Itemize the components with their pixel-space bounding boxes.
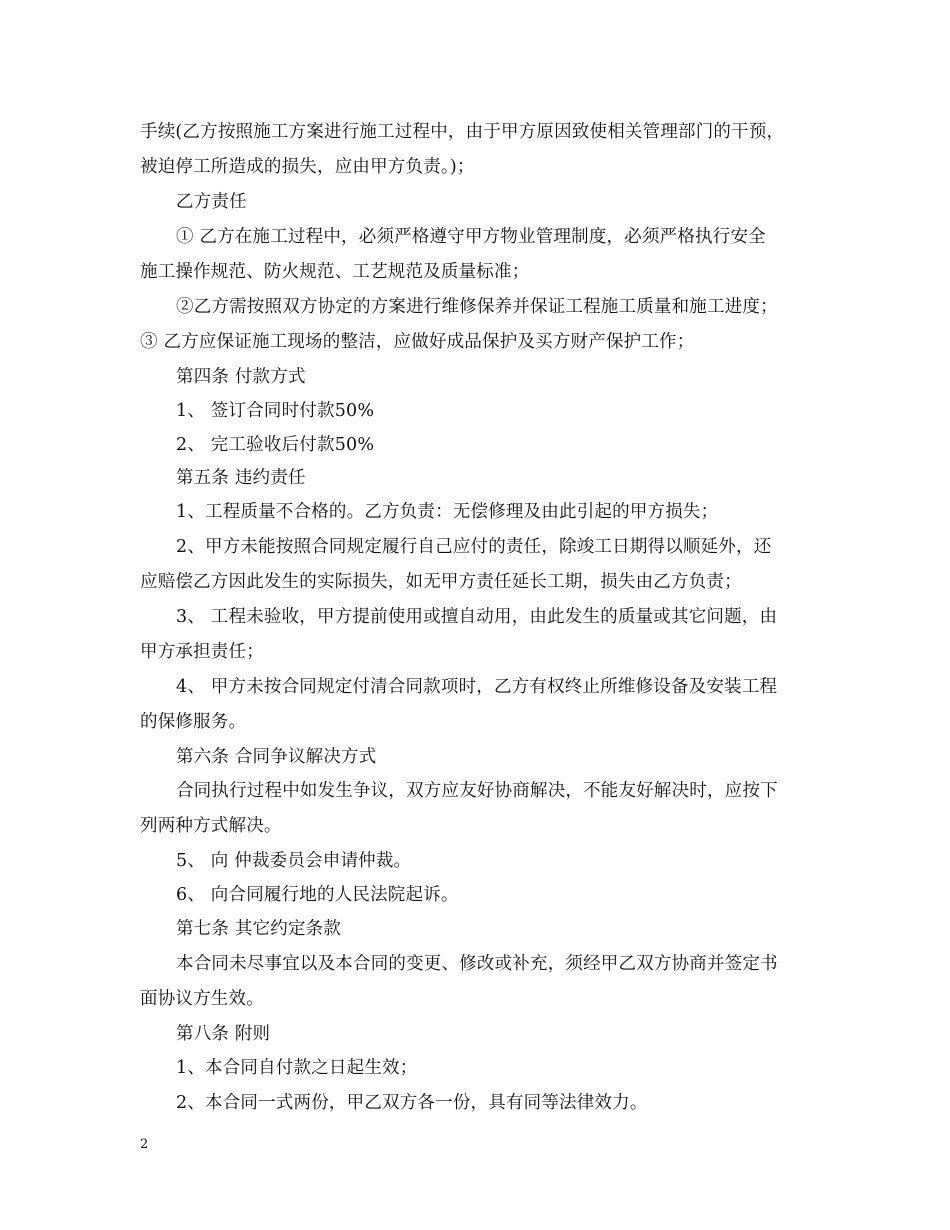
- text-line: 施工操作规范、防火规范、工艺规范及质量标准；: [140, 262, 530, 282]
- text-line: ③ 乙方应保证施工现场的整洁，应做好成品保护及买方财产保护工作；: [140, 332, 695, 352]
- text-line: 的保修服务。: [140, 712, 247, 732]
- text-line: 手续(乙方按照施工方案进行施工过程中，由于甲方原因致使相关管理部门的干预，: [140, 122, 785, 142]
- text-line: ②乙方需按照双方协定的方案进行维修保养并保证工程施工质量和施工进度；: [176, 297, 778, 317]
- section-heading: 第五条 违约责任: [176, 468, 306, 488]
- section-heading: 第六条 合同争议解决方式: [176, 747, 377, 767]
- text-line: 面协议方生效。: [140, 989, 264, 1009]
- list-item: 1、本合同自付款之日起生效；: [176, 1058, 418, 1078]
- list-item: 2、本合同一式两份，甲乙双方各一份，具有同等法律效力。: [176, 1093, 648, 1113]
- section-heading: 第七条 其它约定条款: [176, 919, 342, 939]
- list-item: 1、 签订合同时付款50%: [176, 401, 375, 421]
- list-item: 6、 向合同履行地的人民法院起诉。: [176, 885, 459, 905]
- text-line: 合同执行过程中如发生争议，双方应友好协商解决，不能友好解决时，应按下: [176, 781, 778, 801]
- text-line: 甲方承担责任；: [140, 642, 264, 662]
- list-item: 4、 甲方未按合同规定付清合同款项时，乙方有权终止所维修设备及安装工程: [176, 677, 778, 697]
- list-item: 2、甲方未能按照合同规定履行自己应付的责任，除竣工日期得以顺延外，还: [176, 537, 772, 557]
- page-number: 2: [140, 1137, 149, 1152]
- list-item: 3、 工程未验收，甲方提前使用或擅自动用，由此发生的质量或其它问题，由: [176, 607, 778, 627]
- text-line: 列两种方式解决。: [140, 816, 282, 836]
- section-heading: 乙方责任: [176, 192, 247, 212]
- list-item: 5、 向 仲裁委员会申请仲裁。: [176, 851, 412, 871]
- text-line: 被迫停工所造成的损失，应由甲方负责。)；: [140, 157, 475, 177]
- list-item: 2、 完工验收后付款50%: [176, 435, 375, 455]
- section-heading: 第八条 附则: [176, 1024, 271, 1044]
- text-line: 应赔偿乙方因此发生的实际损失，如无甲方责任延长工期，损失由乙方负责；: [140, 572, 742, 592]
- text-line: 本合同未尽事宜以及本合同的变更、修改或补充，须经甲乙双方协商并签定书: [176, 954, 778, 974]
- list-item: 1、工程质量不合格的。乙方负责：无偿修理及由此引起的甲方损失；: [176, 502, 719, 522]
- text-line: ① 乙方在施工过程中，必须严格遵守甲方物业管理制度，必须严格执行安全: [176, 227, 766, 247]
- section-heading: 第四条 付款方式: [176, 367, 306, 387]
